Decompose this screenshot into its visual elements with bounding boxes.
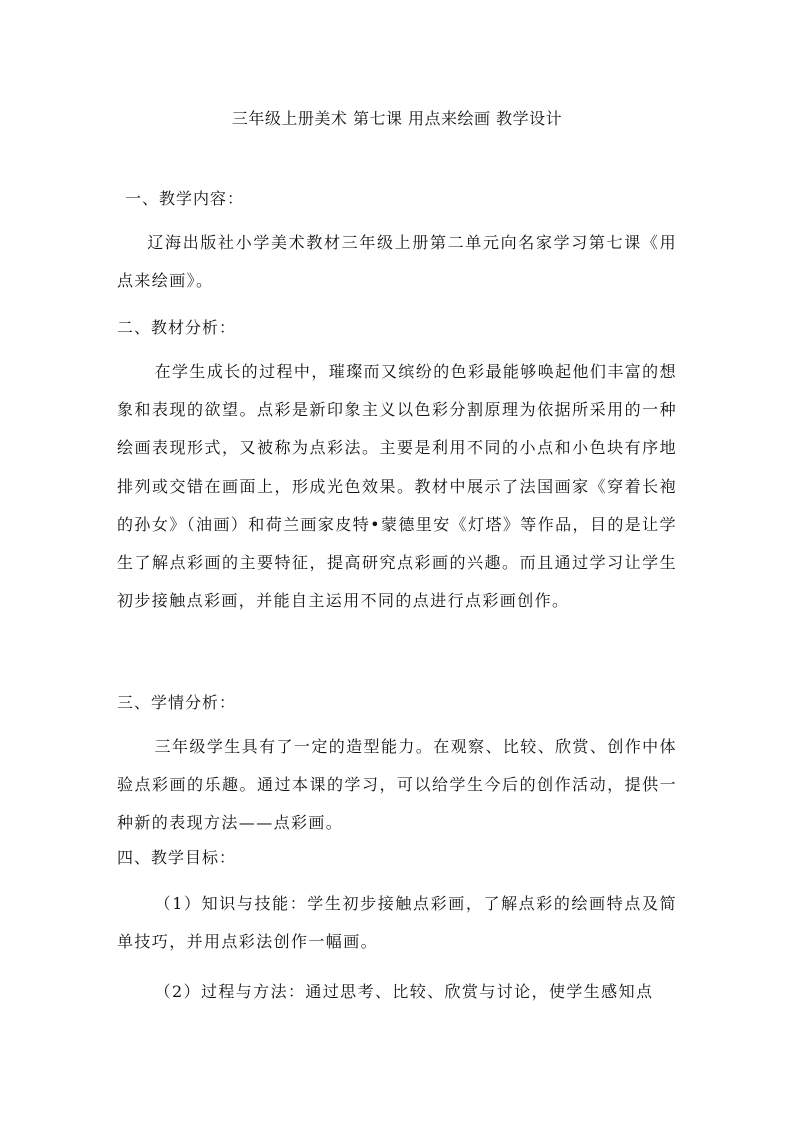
section-heading-content: 一、教学内容： xyxy=(125,189,245,208)
section-paragraph-analysis: 在学生成长的过程中，璀璨而又缤纷的色彩最能够唤起他们丰富的想象和表现的欲望。点彩是新印象主义以色彩分割原理为依据所采用的一种绘画表现形式，又被称为点彩法。主要是利用不同的小点和小色块有序地排列或交错在画面上，形成光色效果。教材中展示了法国画家《穿着长袍的孙女》（油画）和荷兰画家皮特•蒙德里安《灯塔》等作品，目的是让学生了解点彩画的主要特征，提高研究点彩画的兴趣。而且通过学习让学生初步接触点彩画，并能自主运用不同的点进行点彩画创作。 xyxy=(117,362,677,611)
section-heading-students: 三、学情分析： xyxy=(117,693,237,712)
section-paragraph-goal-1: （1）知识与技能：学生初步接触点彩画，了解点彩的绘画特点及简单技巧，并用点彩法创作一幅画。 xyxy=(117,894,677,952)
section-heading-goals: 四、教学目标： xyxy=(117,848,237,867)
section-heading-analysis: 二、教材分析： xyxy=(117,318,237,337)
section-paragraph-content: 辽海出版社小学美术教材三年级上册第二单元向名家学习第七课《用点来绘画》。 xyxy=(117,233,677,291)
section-paragraph-goal-2: （2）过程与方法：通过思考、比较、欣赏与讨论，使学生感知点 xyxy=(154,982,654,1001)
document-title: 三年级上册美术 第七课 用点来绘画 教学设计 xyxy=(231,109,563,128)
section-paragraph-students: 三年级学生具有了一定的造型能力。在观察、比较、欣赏、创作中体验点彩画的乐趣。通过本课的学习，可以给学生今后的创作活动，提供一种新的表现方法——点彩画。 xyxy=(117,737,677,833)
